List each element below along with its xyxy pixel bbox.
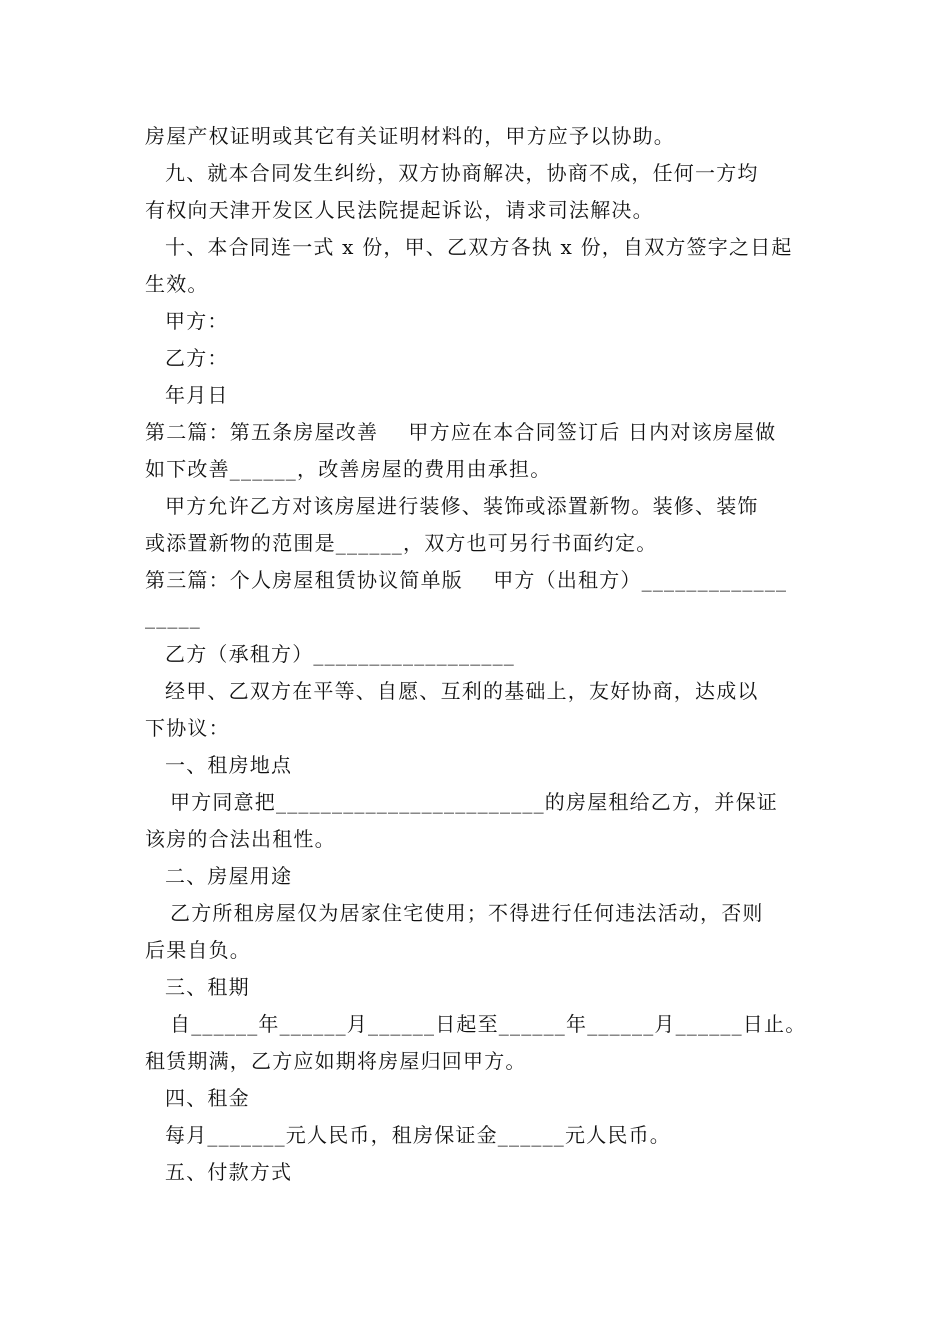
renovation-line-1: 甲方允许乙方对该房屋进行装修、装饰或添置新物。装修、装饰 bbox=[165, 494, 759, 518]
party-a-signature: 甲方： bbox=[165, 309, 229, 333]
renovation-line-2: 或添置新物的范围是______，双方也可另行书面约定。 bbox=[145, 531, 658, 555]
part-two-heading: 第二篇：第五条房屋改善 甲方应在本合同签订后 日内对该房屋做 bbox=[145, 420, 777, 444]
section-heading-payment: 五、付款方式 bbox=[165, 1160, 293, 1184]
term-line-1: 自______年______月______日起至______年______月______日止。 bbox=[170, 1012, 807, 1036]
term-line-2: 租赁期满，乙方应如期将房屋归回甲方。 bbox=[145, 1049, 527, 1073]
clause-nine-line-1: 九、就本合同发生纠纷，双方协商解决，协商不成，任何一方均 bbox=[165, 161, 759, 185]
text-line: 房屋产权证明或其它有关证明材料的，甲方应予以协助。 bbox=[145, 124, 675, 148]
part-three-blank: _____ bbox=[145, 605, 201, 629]
clause-ten-line-2: 生效。 bbox=[145, 272, 209, 296]
usage-line-2: 后果自负。 bbox=[145, 938, 251, 962]
part-three-heading: 第三篇：个人房屋租赁协议简单版 甲方（出租方）_____________ bbox=[145, 568, 788, 592]
section-heading-rent: 四、租金 bbox=[165, 1086, 250, 1110]
rent-line: 每月_______元人民币，租房保证金______元人民币。 bbox=[165, 1123, 671, 1147]
usage-line-1: 乙方所租房屋仅为居家住宅使用；不得进行任何违法活动，否则 bbox=[170, 901, 764, 925]
section-heading-term: 三、租期 bbox=[165, 975, 250, 999]
party-b-signature: 乙方： bbox=[165, 346, 229, 370]
clause-ten-line-1: 十、本合同连一式 x 份，甲、乙双方各执 x 份，自双方签字之日起 bbox=[165, 235, 793, 259]
part-two-line-2: 如下改善______，改善房屋的费用由承担。 bbox=[145, 457, 552, 481]
tenant-line: 乙方（承租方）__________________ bbox=[165, 642, 515, 666]
section-heading-usage: 二、房屋用途 bbox=[165, 864, 293, 888]
date-line: 年月日 bbox=[165, 383, 229, 407]
agreement-intro-line-1: 经甲、乙双方在平等、自愿、互利的基础上，友好协商，达成以 bbox=[165, 679, 759, 703]
section-heading-location: 一、租房地点 bbox=[165, 753, 293, 777]
location-line-1: 甲方同意把________________________的房屋租给乙方，并保证 bbox=[170, 790, 778, 814]
agreement-intro-line-2: 下协议： bbox=[145, 716, 230, 740]
clause-nine-line-2: 有权向天津开发区人民法院提起诉讼，请求司法解决。 bbox=[145, 198, 654, 222]
location-line-2: 该房的合法出租性。 bbox=[145, 827, 336, 851]
